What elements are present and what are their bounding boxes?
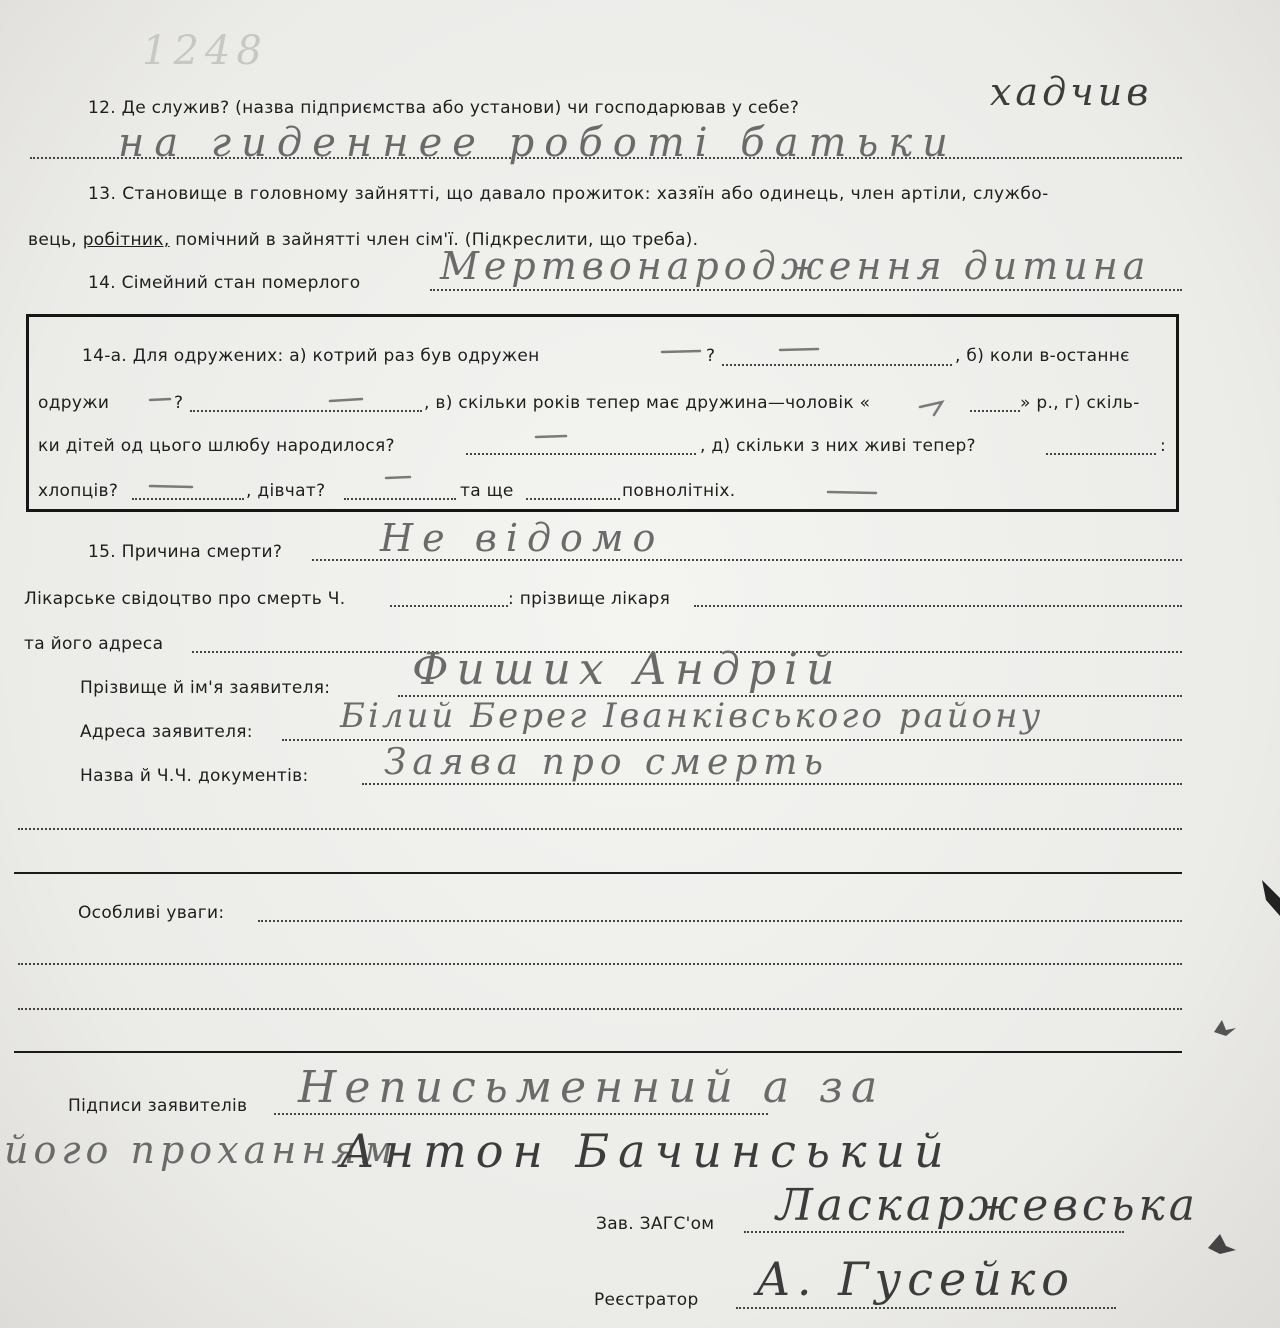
q14a-line-4d: повнолітніх.	[622, 481, 736, 501]
remarks-label: Особливі уваги:	[78, 903, 225, 923]
signatures-label: Підписи заявителів	[68, 1096, 248, 1116]
doctor-certificate-field	[390, 605, 508, 607]
q12-handwritten-answer-1: хадчив	[990, 70, 1153, 114]
signatures-handwritten-1: Неписьменний а за	[298, 1062, 886, 1113]
torn-edge-mark	[1262, 880, 1280, 916]
paper-damage-marks	[1200, 870, 1280, 1270]
head-of-registry-label: Зав. ЗАГС'ом	[596, 1214, 715, 1234]
faint-page-number: 1248	[142, 28, 268, 74]
q15-label: 15. Причина смерти?	[88, 542, 283, 562]
dash-mark	[330, 399, 362, 401]
q12-handwritten-answer-2: на гиденнее роботі батьки	[118, 120, 958, 166]
dash-mark	[828, 492, 876, 493]
dash-mark	[920, 402, 942, 415]
q12-label: 12. Де служив? (назва підприємства або установи) чи господарював у себе?	[88, 98, 800, 118]
q14-handwritten-answer: Мертвонародження дитина	[440, 244, 1151, 288]
remarks-field-2	[18, 963, 1182, 965]
q14a-line-4c: та ще	[460, 481, 514, 501]
registrar-label: Реєстратор	[594, 1290, 699, 1310]
q14a-line-3c: :	[1160, 436, 1167, 456]
applicant-name-handwritten: Фиших Андрій	[412, 644, 843, 695]
signatures-handwritten-2a: його проханням	[4, 1128, 399, 1172]
section-divider-1	[14, 872, 1182, 874]
q13-line-1: 13. Становище в головному зайнятті, що давало прожиток: хазяїн або одинець, член артіли, службо-	[88, 184, 1049, 204]
remarks-field-1	[258, 920, 1182, 922]
registrar-field	[736, 1307, 1116, 1309]
q13-underlined-worker: робітник,	[82, 230, 170, 250]
q14a-line-2b: ?	[174, 393, 184, 413]
documents-label: Назва й Ч.Ч. документів:	[80, 766, 309, 786]
dash-mark	[150, 486, 192, 487]
hole-mark	[1208, 1234, 1236, 1254]
q14a-line-1c: , б) коли в-останнє	[955, 346, 1130, 366]
head-of-registry-signature: Ласкаржевська	[776, 1180, 1200, 1231]
q14a-line-1b: ?	[706, 346, 716, 366]
applicant-address-field	[282, 739, 1182, 741]
dash-mark	[662, 351, 700, 352]
applicant-address-handwritten: Білий Берег Іванківського району	[340, 696, 1044, 736]
hole-mark	[1214, 1020, 1236, 1036]
remarks-field-3	[18, 1008, 1182, 1010]
section-divider-2	[14, 1051, 1182, 1053]
dash-mark	[386, 477, 410, 478]
documents-field	[362, 783, 1182, 785]
applicant-address-label: Адреса заявителя:	[80, 722, 253, 742]
doctor-certificate-label: Лікарське свідоцтво про смерть Ч.	[24, 589, 346, 609]
dash-mark	[150, 399, 170, 400]
q14a-line-2d: » р., г) скіль-	[1020, 393, 1140, 413]
registrar-signature: А. Гусейко	[756, 1252, 1075, 1306]
q14a-line-4a: хлопців?	[38, 481, 119, 501]
head-of-registry-field	[744, 1231, 1124, 1233]
q14a-line-3b: , д) скільки з них живі тепер?	[700, 436, 976, 456]
q14a-line-4b: , дівчат?	[246, 481, 326, 501]
documents-field-2	[18, 828, 1182, 830]
q14a-line-1a: 14-а. Для одружених: а) котрий раз був одружен	[82, 346, 540, 366]
q13-text-a: вець,	[28, 230, 77, 250]
documents-handwritten: Заява про смерть	[384, 742, 830, 783]
q15-handwritten-answer: Не відомо	[380, 516, 665, 560]
q14a-line-2c: , в) скільки років тепер має дружина—чоловік «	[424, 393, 871, 413]
applicant-name-label: Прізвище й ім'я заявителя:	[80, 678, 331, 698]
doctor-name-label: : прізвище лікаря	[508, 589, 671, 609]
signatures-field	[274, 1113, 768, 1115]
q14-label: 14. Сімейний стан померлого	[88, 273, 361, 293]
q14a-line-3a: ки дітей од цього шлюбу народилося?	[38, 436, 395, 456]
dash-mark	[780, 349, 818, 350]
q14a-line-2a: одружи	[38, 393, 110, 413]
doctor-name-field	[694, 605, 1182, 607]
dash-mark	[536, 436, 566, 437]
signatures-handwritten-2b: Антон Бачинський	[340, 1124, 953, 1178]
doctor-address-label: та його адреса	[24, 634, 164, 654]
q13-text-b: помічний в зайнятті член сім'ї. (Підкреслити, що треба).	[175, 230, 699, 250]
